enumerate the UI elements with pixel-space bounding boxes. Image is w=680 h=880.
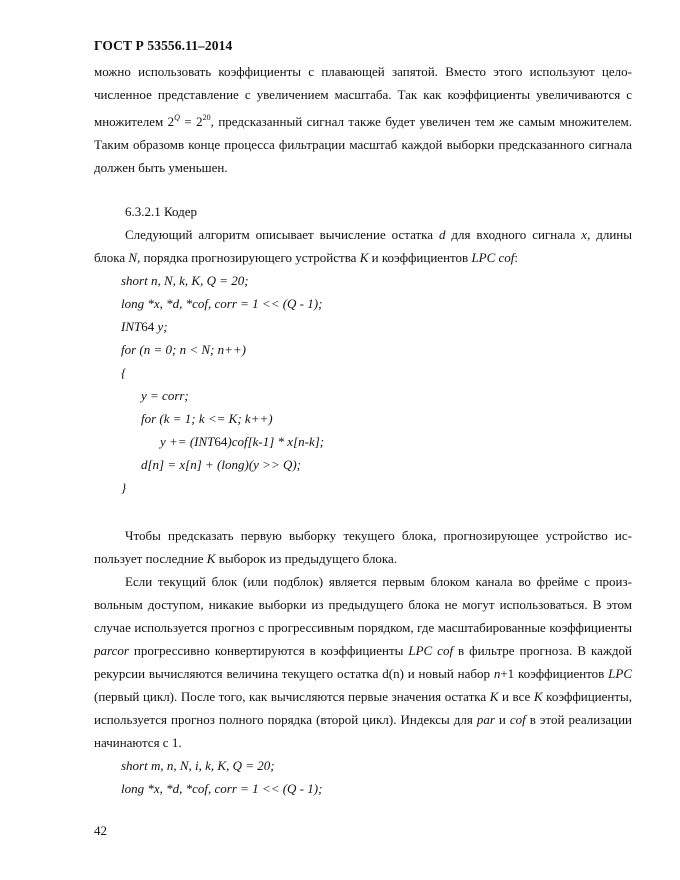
section-heading: 6.3.2.1 Кодер — [125, 204, 198, 219]
code-line: long *x, *d, *cof, corr = 1 << (Q - 1); — [121, 781, 323, 796]
code-line: for (n = 0; n < N; n++) — [121, 342, 246, 357]
paragraph-encoder-intro: Следующий алгоритм описывает вычисление остатка d для входного сигнала x, длины блока N, порядка прогнозирующего устройства K и коэффициентов LPC cof: — [94, 227, 633, 265]
code-line: short m, n, N, i, k, K, Q = 20; — [121, 758, 275, 773]
document-header: ГОСТ Р 53556.11–2014 — [94, 38, 233, 53]
superscript-20: 20 — [202, 113, 211, 122]
code-line: INT64 y; — [121, 319, 168, 334]
code-line: for (k = 1; k <= K; k++) — [141, 411, 273, 426]
paragraph-random-access: Если текущий блок (или подблок) является первым блоком канала во фрейме с произвольным доступом, никакие выборки из предыдущего блока не могут использоваться. В этом случае используется прогноз с прогрессивным порядком, где масштабированные коэффициенты parcor прогрессивно конвертируются в коэффициенты LPC cof в фильтре прогноза. В каждой рекурсии вычисляются величина текущего остатка d(n) и новый набор n+1 коэффициентов LPC (первый цикл). После того, как вычисляются первые значения остатка K и все K коэффициенты, используется прогноз полного порядка (второй цикл). Индексы для par и cof в этой реализации начинаются с 1. — [94, 574, 633, 750]
paragraph-scaling: можно использовать коэффициенты с плавающей запятой. Вместо этого используют целочисленное представление с увеличением масштаба. Так как коэффициенты увеличиваются с множителем $2^Q = 2^{20}$, предсказанный сигнал также будет увеличен тем же самым множителем. Таким образомв конце процесса фильтрации масштаб каждой выборки предсказанного сигнала должен быть уменьшен. — [94, 64, 632, 175]
code-line: } — [121, 480, 127, 495]
code-line: long *x, *d, *cof, corr = 1 << (Q - 1); — [121, 296, 323, 311]
paragraph-first-sample: Чтобы предсказать первую выборку текущего блока, прогнозирующее устройство использует последние K выборок из предыдущего блока. — [94, 528, 632, 566]
code-line: d[n] = x[n] + (long)(y >> Q); — [141, 457, 302, 472]
code-line: y = corr; — [141, 388, 189, 403]
superscript-q: Q — [174, 113, 180, 122]
code-line: { — [121, 365, 127, 380]
page-number: 42 — [94, 823, 107, 838]
code-line: y += (INT64)cof[k-1] * x[n-k]; — [160, 434, 325, 449]
code-line: short n, N, k, K, Q = 20; — [121, 273, 249, 288]
